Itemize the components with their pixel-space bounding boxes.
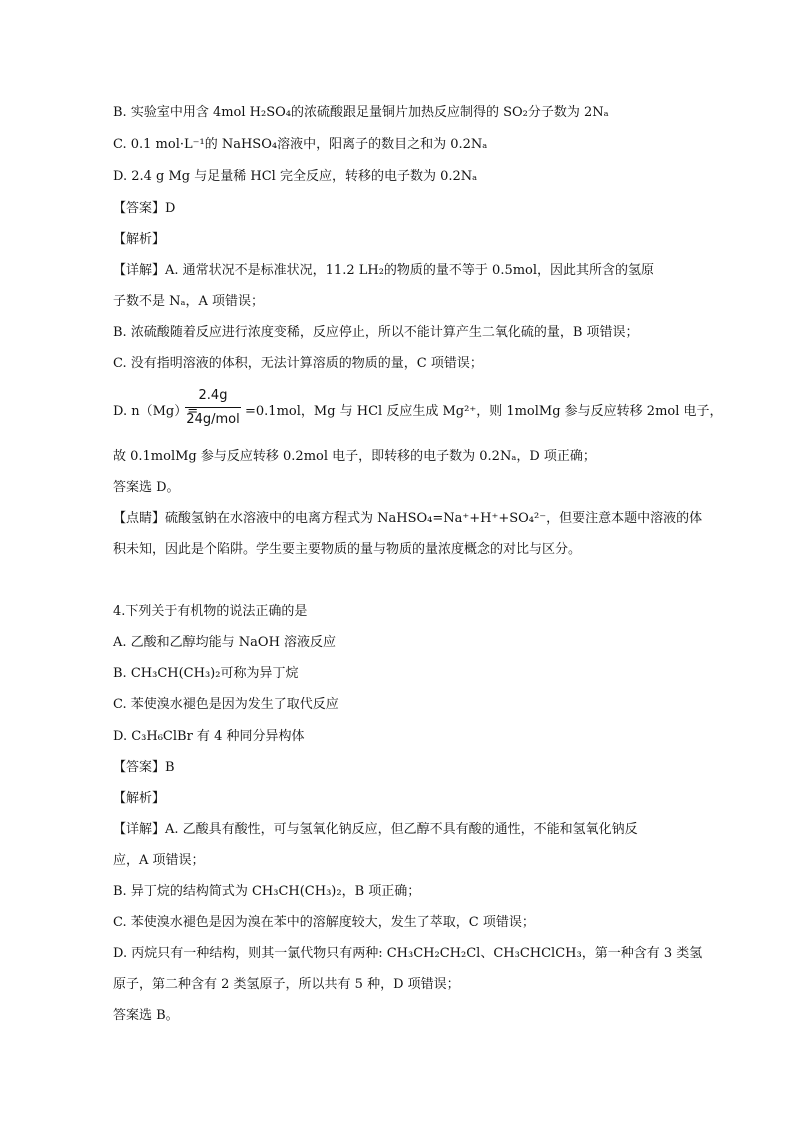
q4-option-d: D. C₃H₆ClBr 有 4 种同分异构体 bbox=[113, 729, 305, 744]
formula-lead: D. n（Mg）= bbox=[113, 404, 199, 419]
formula-tail: =0.1mol，Mg 与 HCl 反应生成 Mg²⁺，则 1molMg 参与反应转移 2mol 电子， bbox=[245, 404, 723, 419]
option-d-line: D. 2.4 g Mg 与足量稀 HCl 完全反应，转移的电子数为 0.2Nₐ bbox=[113, 169, 478, 184]
fraction bbox=[185, 386, 241, 430]
detail-paragraph-line: 子数不是 Nₐ，A 项错误； bbox=[113, 294, 265, 309]
option-c-line: C. 0.1 mol·L⁻¹的 NaHSO₄溶液中，阳离子的数目之和为 0.2Nₐ bbox=[113, 137, 488, 152]
q4-answer-choice: 答案选 B。 bbox=[113, 1008, 179, 1023]
q4-explanation-c: C. 苯使溴水褪色是因为溴在苯中的溶解度较大，发生了萃取，C 项错误； bbox=[113, 915, 535, 930]
q4-explanation-b: B. 异丁烷的结构简式为 CH₃CH(CH₃)₂，B 项正确； bbox=[113, 884, 421, 899]
fraction-bar bbox=[185, 407, 241, 408]
explanation-c-line: C. 没有指明溶液的体积，无法计算溶质的物质的量，C 项错误； bbox=[113, 356, 483, 371]
question-4-stem: 4.下列关于有机物的说法正确的是 bbox=[113, 604, 308, 619]
answer-choice-line: 答案选 D。 bbox=[113, 480, 180, 495]
detail-paragraph-line: 【详解】A. 通常状况不是标准状况，11.2 LH₂的物质的量不等于 0.5mol，因此其所含的氢原 bbox=[113, 263, 655, 278]
q4-option-b: B. CH₃CH(CH₃)₂可称为异丁烷 bbox=[113, 666, 299, 681]
option-b-line: B. 实验室中用含 4mol H₂SO₄的浓硫酸跟足量铜片加热反应制得的 SO₂分子数为 2Nₐ bbox=[113, 105, 609, 120]
explanation-d-line: 故 0.1molMg 参与反应转移 0.2mol 电子，即转移的电子数为 0.2Nₐ，D 项正确； bbox=[113, 449, 596, 464]
q4-explanation-d: 原子，第二种含有 2 类氢原子，所以共有 5 种，D 项错误； bbox=[113, 977, 460, 992]
q4-explanation-d: D. 丙烷只有一种结构，则其一氯代物只有两种: CH₃CH₂CH₂Cl、CH₃CHClCH₃，第一种含有 3 类氢 bbox=[113, 946, 703, 961]
q4-answer-label: 【答案】B bbox=[113, 760, 175, 775]
fraction-denominator: 24g/mol bbox=[186, 412, 240, 427]
fraction-numerator: 2.4g bbox=[198, 388, 228, 403]
tip-paragraph-line: 【点睛】硫酸氢钠在水溶液中的电离方程式为 NaHSO₄=Na⁺+H⁺+SO₄²⁻，但要注意本题中溶液的体 bbox=[113, 511, 703, 526]
analysis-label: 【解析】 bbox=[113, 232, 166, 247]
q4-option-c: C. 苯使溴水褪色是因为发生了取代反应 bbox=[113, 697, 339, 712]
tip-paragraph-line: 积未知，因此是个陷阱。学生要主要物质的量与物质的量浓度概念的对比与区分。 bbox=[113, 542, 582, 557]
answer-label: 【答案】D bbox=[113, 201, 176, 216]
q4-detail-line: 应，A 项错误； bbox=[113, 853, 205, 868]
q4-option-a: A. 乙酸和乙醇均能与 NaOH 溶液反应 bbox=[113, 635, 337, 650]
q4-detail-line: 【详解】A. 乙酸具有酸性，可与氢氧化钠反应，但乙醇不具有酸的通性，不能和氢氧化钠反 bbox=[113, 822, 638, 837]
q4-analysis-label: 【解析】 bbox=[113, 791, 166, 806]
explanation-b-line: B. 浓硫酸随着反应进行浓度变稀，反应停止，所以不能计算产生二氧化硫的量，B 项错误； bbox=[113, 325, 639, 340]
